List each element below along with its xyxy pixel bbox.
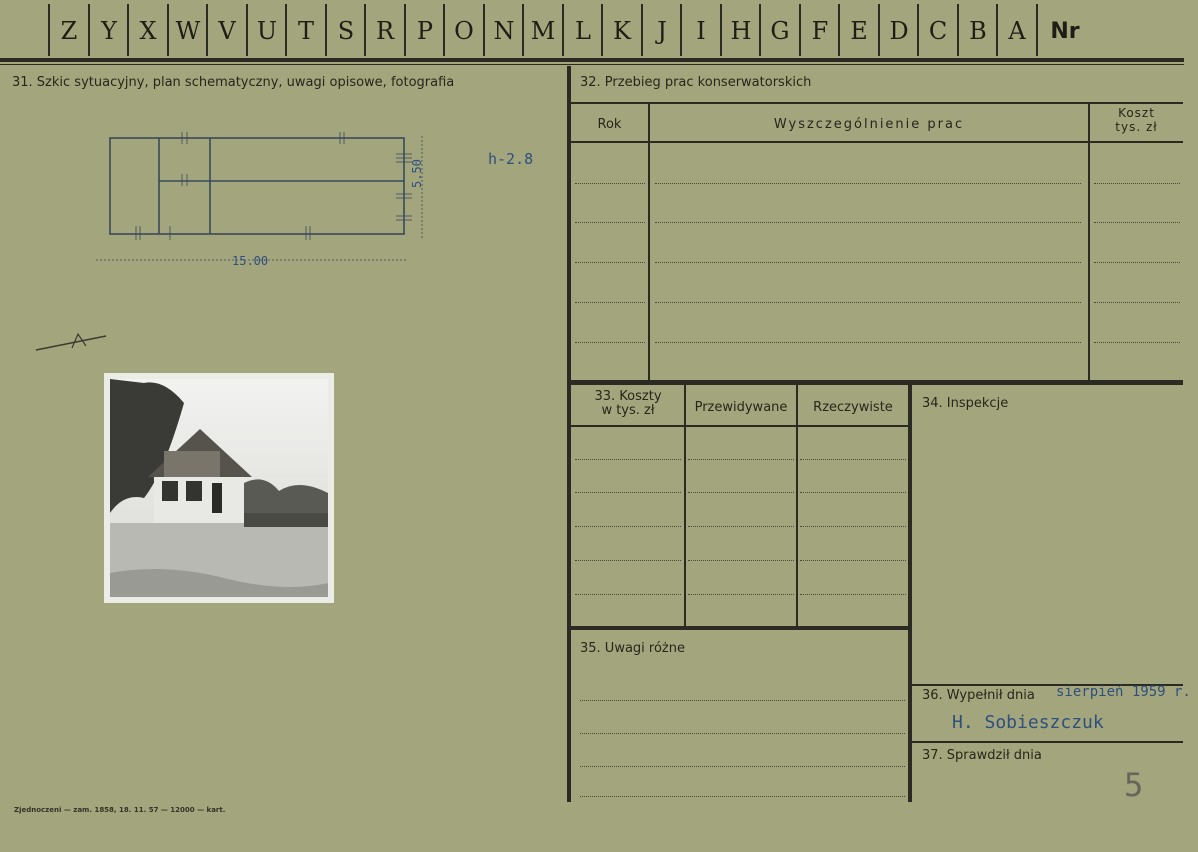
table33-row-line (688, 492, 794, 493)
section-34-title: 34. Inspekcje (922, 396, 1009, 411)
plan-outline (110, 138, 404, 234)
north-arrow-icon (34, 328, 112, 354)
letter-cell-t: T (297, 17, 314, 45)
table32-row-line (575, 342, 645, 343)
print-footnote: Zjednoczeni — zam. 1858, 18. 11. 57 — 12000 — kart. (14, 806, 226, 814)
table33-row-line (800, 492, 906, 493)
filled-date: sierpień 1959 r. (1056, 684, 1191, 700)
col-desc-header: Wyszczególnienie prac (773, 117, 965, 132)
section-33-title: 33. Koszty w tys. zł (594, 389, 662, 418)
letter-cell-p: P (416, 17, 434, 45)
table33-row-line (575, 594, 681, 595)
filler-signature: H. Sobieszczuk (952, 712, 1104, 733)
notes-line (580, 733, 905, 734)
table33-row-line (575, 526, 681, 527)
letter-cell-x: X (139, 17, 157, 45)
table32-row-line (655, 302, 1081, 303)
table33-row-line (800, 459, 906, 460)
notes-line (580, 700, 905, 701)
table33-row-line (575, 560, 681, 561)
section33-bottom-rule (571, 626, 909, 630)
header-rule (0, 58, 1184, 62)
table32-row-line (1094, 183, 1180, 184)
table32-row-line (1094, 342, 1180, 343)
table32-row-line (655, 183, 1081, 184)
main-divider (567, 66, 571, 802)
letter-cell-f: F (811, 17, 829, 45)
nr-label: Nr (1050, 18, 1080, 44)
letter-cell-n: N (493, 17, 515, 45)
right-divider (908, 385, 912, 802)
section-37-title: 37. Sprawdził dnia (922, 748, 1042, 763)
letter-cell-b: B (969, 17, 987, 45)
section-32-title: 32. Przebieg prac konserwatorskich (580, 75, 812, 90)
header-rule-thin (0, 64, 1184, 65)
table32-col2 (1088, 104, 1090, 380)
table33-row-line (800, 560, 906, 561)
letter-cell-a: A (1008, 17, 1026, 45)
letter-cell-r: R (375, 17, 395, 45)
table32-row-line (575, 302, 645, 303)
floor-plan-sketch (92, 128, 452, 278)
table32-row-line (655, 342, 1081, 343)
table33-row-line (688, 459, 794, 460)
plan-width-label: 15.00 (232, 254, 269, 268)
letter-cell-v: V (218, 17, 236, 45)
table33-row-line (575, 492, 681, 493)
letter-cell-e: E (850, 17, 868, 45)
table33-row-line (688, 526, 794, 527)
letter-cell-s: S (337, 17, 355, 45)
col-year-header: Rok (597, 117, 622, 132)
table32-row-line (575, 222, 645, 223)
section36-bottom (912, 741, 1183, 743)
table32-row-line (1094, 222, 1180, 223)
table32-row-line (1094, 302, 1180, 303)
letter-cell-o: O (454, 17, 474, 45)
table33-row-line (800, 526, 906, 527)
building-photo (104, 373, 334, 603)
table33-col2 (796, 385, 798, 626)
letter-cell-d: D (889, 17, 909, 45)
table33-header-bottom (571, 425, 909, 427)
table33-row-line (688, 594, 794, 595)
table32-row-line (655, 222, 1081, 223)
section-36-title: 36. Wypełnił dnia (922, 688, 1035, 703)
height-note: h-2.8 (488, 150, 534, 168)
letter-cell-z: Z (60, 17, 78, 45)
col-planned-header: Przewidywane (694, 400, 788, 415)
letter-cell-j: J (657, 17, 667, 45)
table32-col1 (648, 104, 650, 380)
table33-col1 (684, 385, 686, 626)
notes-line (580, 796, 905, 797)
table32-row-line (575, 183, 645, 184)
letter-cell-h: H (730, 17, 752, 45)
letter-separator (1036, 4, 1038, 56)
letter-cell-c: C (928, 17, 948, 45)
letter-cell-m: M (530, 17, 556, 45)
letter-cell-u: U (256, 17, 278, 45)
section32-bottom-rule (571, 380, 1183, 385)
table33-row-line (575, 459, 681, 460)
table32-row-line (655, 262, 1081, 263)
letter-cell-g: G (770, 17, 790, 45)
letter-cell-i: I (696, 17, 706, 45)
letter-cell-k: K (613, 17, 631, 45)
page-mark: 5 (1124, 766, 1144, 804)
letter-cell-w: W (175, 17, 201, 45)
table32-row-line (575, 262, 645, 263)
section-35-title: 35. Uwagi różne (580, 641, 685, 656)
table32-row-line (1094, 262, 1180, 263)
table32-header-bottom (571, 141, 1183, 143)
table33-row-line (800, 594, 906, 595)
col-actual-header: Rzeczywiste (813, 400, 893, 415)
plan-height-label: 5.50 (410, 159, 424, 188)
letter-cell-y: Y (101, 17, 117, 45)
notes-line (580, 766, 905, 767)
table33-row-line (688, 560, 794, 561)
col-cost-header: Koszt tys. zł (1115, 106, 1158, 134)
letter-cell-l: L (575, 17, 591, 45)
section-31-title: 31. Szkic sytuacyjny, plan schematyczny, uwagi opisowe, fotografia (12, 75, 455, 90)
table32-top (571, 102, 1183, 104)
